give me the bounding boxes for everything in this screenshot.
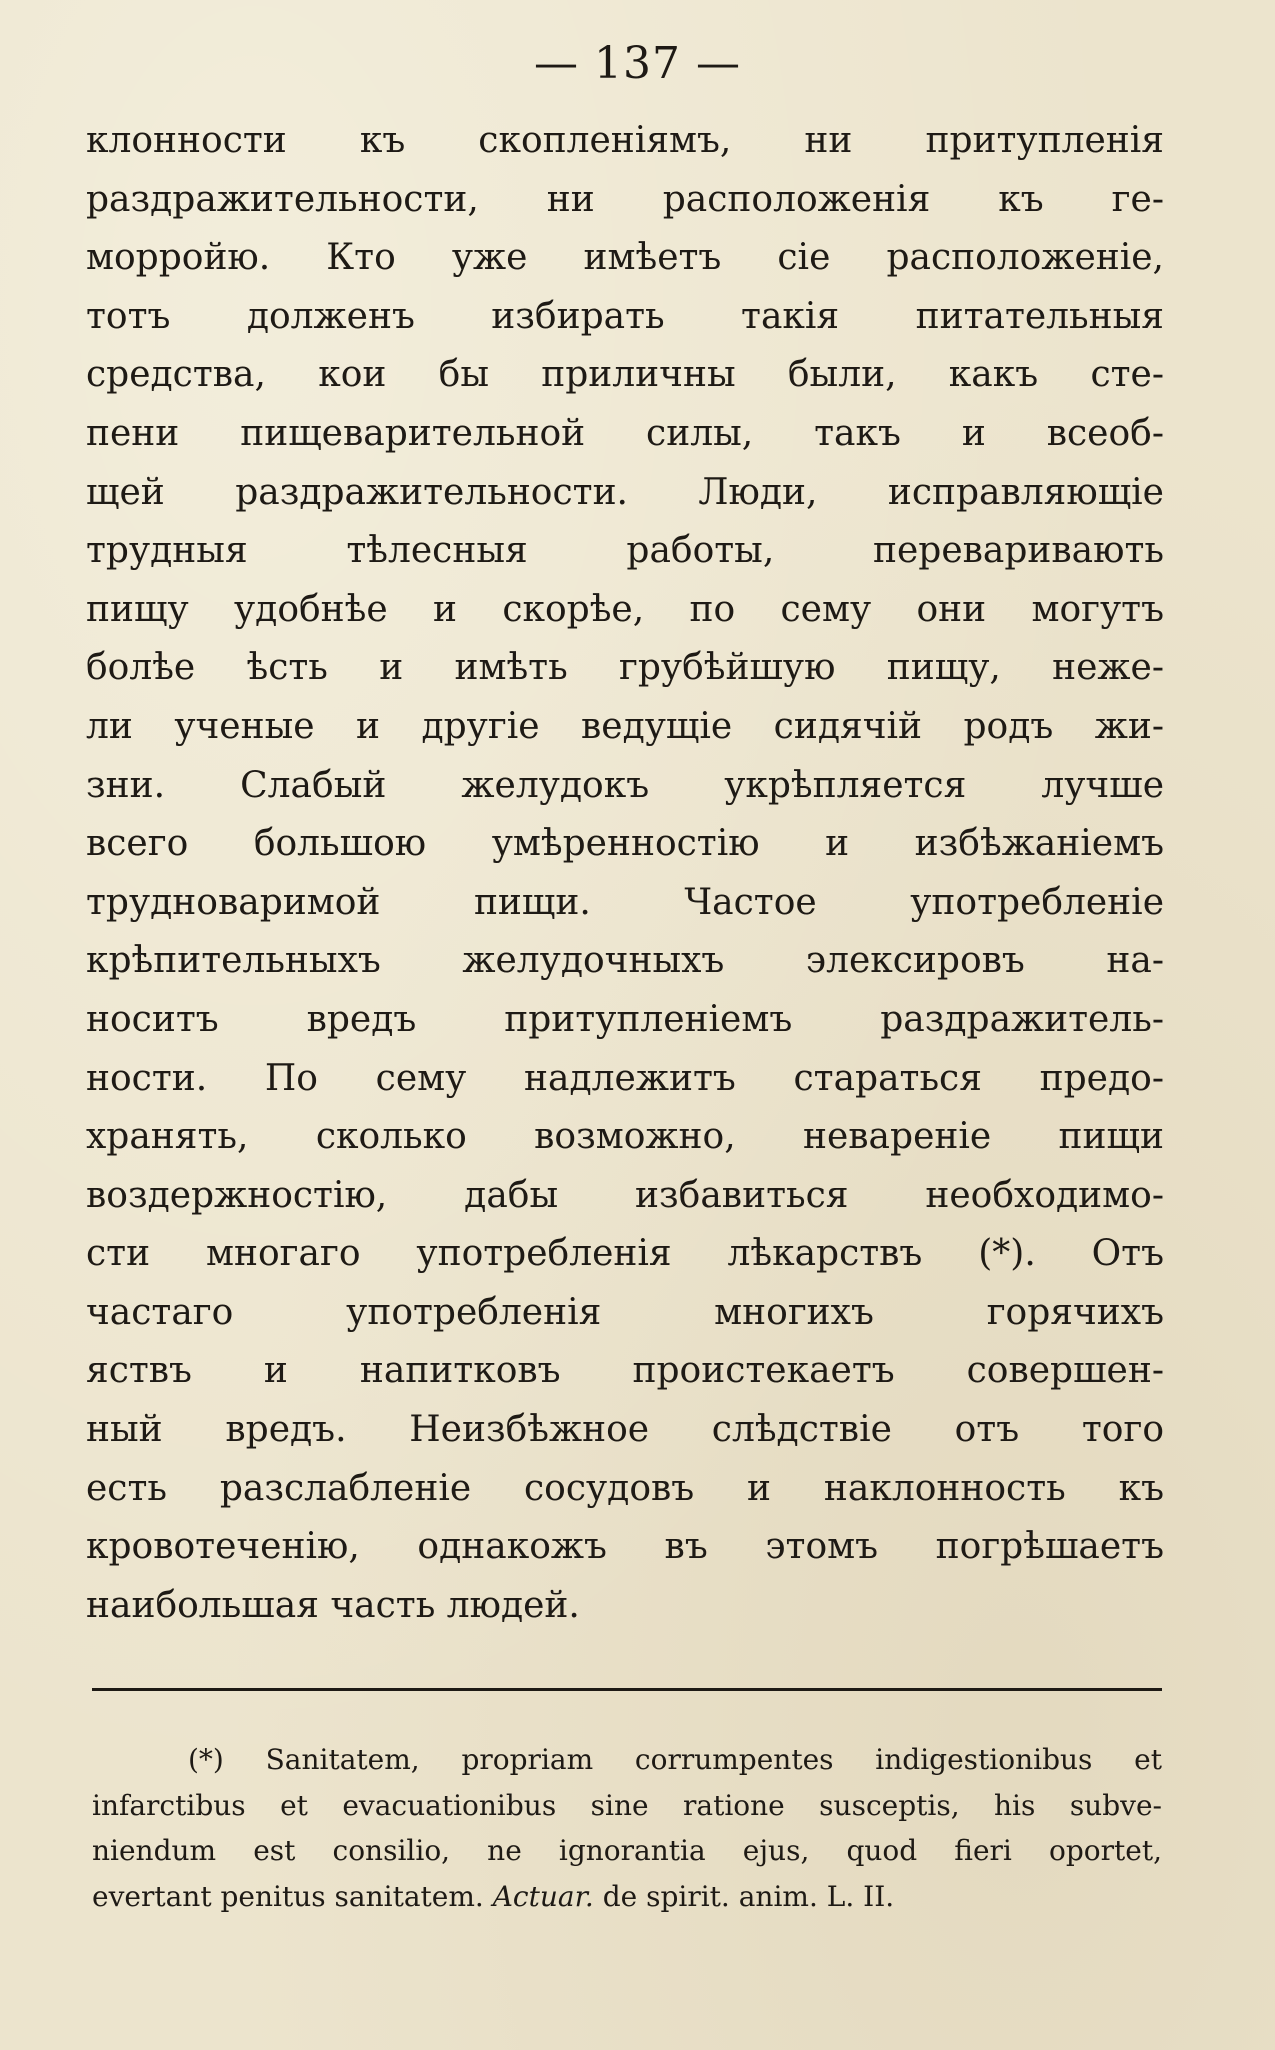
footnote-divider [92, 1688, 1162, 1691]
text-line: ли ученые и другіе ведущіе сидячій родъ жи- [86, 705, 1164, 747]
footnote-citation-author: Actuar. [492, 1879, 594, 1913]
text-line: ный вредъ. Неизбѣжное слѣдствіе отъ того [86, 1409, 1164, 1451]
text-line: пени пищеварительной силы, такъ и всеоб- [86, 412, 1164, 454]
text-line: пищу удобнѣе и скорѣе, по сему они могутъ [86, 588, 1164, 630]
text-line: раздражительности, ни расположенія къ ге- [86, 178, 1164, 220]
text-line: щей раздражительности. Люди, исправляющіе [86, 471, 1164, 513]
text-line: тотъ долженъ избирать такія питательныя [86, 295, 1164, 337]
text-line: носитъ вредъ притупленіемъ раздражитель- [86, 998, 1164, 1040]
text-line: морройю. Кто уже имѣетъ сіе расположеніе, [86, 237, 1164, 279]
text-line: болѣе ѣсть и имѣть грубѣйшую пищу, нeже- [86, 647, 1164, 689]
text-line: средства, кои бы приличны были, какъ сте- [86, 354, 1164, 396]
footnote [92, 1737, 1162, 1919]
text-line: клонности къ скопленіямъ, ни притупленія [86, 120, 1164, 161]
text-line: есть разслабленіе сосудовъ и наклонность къ [86, 1467, 1164, 1509]
text-line: трудноваримой пищи. Частое употребленіе [86, 881, 1164, 923]
text-line: ности. По сему надлежитъ стараться предо- [86, 1057, 1164, 1099]
footnote-line: niendum est consilio, ne ignorantia ejus, quod fieri oportet, [92, 1834, 1162, 1867]
text-line: крѣпительныхъ желудочныхъ элексировъ на- [86, 940, 1164, 982]
text-line: яствъ и напитковъ проистекаетъ совершен- [86, 1350, 1164, 1392]
page-number: — 137 — [534, 38, 741, 89]
text-line: воздержностію, дабы избавиться необходимо- [86, 1174, 1164, 1216]
text-line: кровотеченію, однакожъ въ этомъ погрѣшаетъ [86, 1526, 1164, 1568]
footnote-text: evertant penitus sanitatem. [92, 1879, 484, 1913]
text-line: зни. Слабый желудокъ укрѣпляется лучше [86, 764, 1164, 806]
text-line: трудныя тѣлесныя работы, переваривають [86, 530, 1164, 572]
text-line: хранять, сколько возможно, неваренiе пищи [86, 1116, 1164, 1158]
text-line: наибольшая часть людей. [86, 1584, 580, 1626]
footnote-line: infarctibus et evacuationibus sine ratione susceptis, his subve- [92, 1788, 1162, 1822]
footnote-line: (*) Sanitatem, propriam corrumpentes indigestionibus et [188, 1743, 1162, 1776]
body-text [86, 112, 1164, 1635]
footnote-citation-source: de spirit. anim. L. II. [602, 1879, 895, 1913]
text-line: всего большою умѣренностію и избѣжаніемъ [86, 823, 1164, 865]
text-line: сти многаго употребленія лѣкарствъ (*). Отъ [86, 1233, 1164, 1275]
footnote-line [92, 1874, 1162, 1920]
text-line: частаго употребленія многихъ горячихъ [86, 1291, 1164, 1333]
